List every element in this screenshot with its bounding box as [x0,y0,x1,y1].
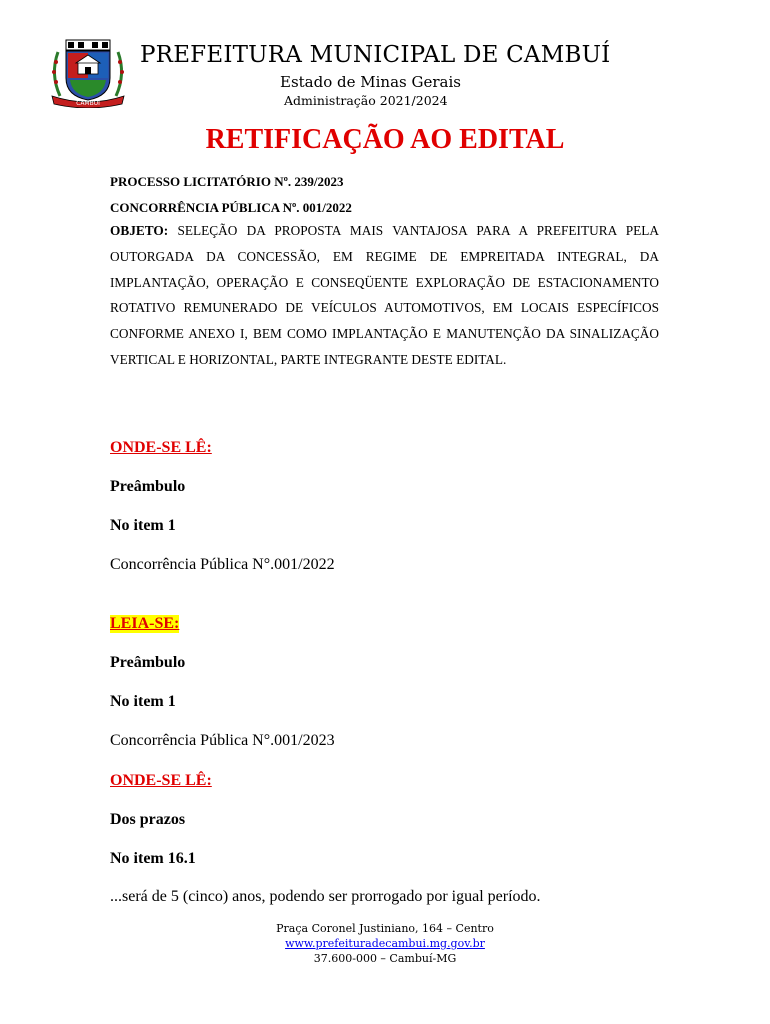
concorrencia-line: CONCORRÊNCIA PÚBLICA Nº. 001/2022 [110,200,352,215]
section-1-text: Concorrência Pública N°.001/2022 [110,556,335,573]
footer-postal: 37.600-000 – Cambuí-MG [313,952,457,965]
section-2-heading: Preâmbulo [110,654,186,671]
objeto-paragraph [110,218,659,373]
footer-website-link[interactable]: www.prefeituradecambui.mg.gov.br [285,937,485,950]
section-1-heading: Preâmbulo [110,478,186,495]
footer-address: Praça Coronel Justiniano, 164 – Centro [276,922,494,935]
footer [0,921,770,966]
state-subtitle: Estado de Minas Gerais [280,73,461,91]
section-3-heading: Dos prazos [110,811,186,828]
section-2-item: No item 1 [110,693,176,710]
document-title: RETIFICAÇÃO AO EDITAL [205,124,565,155]
crest-banner-text: CAMBUÍ [76,100,100,107]
municipality-title: PREFEITURA MUNICIPAL DE CAMBUÍ [140,42,611,68]
onde-se-le-label-1: ONDE-SE LÊ: [110,439,212,456]
administration-period: Administração 2021/2024 [284,93,448,108]
objeto-text: SELEÇÃO DA PROPOSTA MAIS VANTAJOSA PARA A PREFEITURA PELA OUTORGADA DA CONCESSÃO, EM REGIME DE EMPREITADA INTEGRAL, DA IMPLANTAÇÃO, OPERAÇÃO E CONSEQÜENTE EXPLORAÇÃO DE ESTACIONAMENTO ROTATIVO REMUNERADO DE VEÍCULOS AUTOMOTIVOS, EM LOCAIS ESPECÍFICOS CONFORME ANEXO I, BEM COMO IMPLANTAÇÃO E MANUTENÇÃO DA SINALIZAÇÃO VERTICAL E HORIZONTAL, PARTE INTEGRANTE DESTE EDITAL. [110,223,659,367]
section-3-item: No item 16.1 [110,850,196,867]
objeto-label: OBJETO: [110,223,169,238]
processo-line: PROCESSO LICITATÓRIO Nº. 239/2023 [110,174,344,189]
municipal-crest-logo [48,38,128,108]
onde-se-le-label-2: ONDE-SE LÊ: [110,772,212,789]
section-2-text: Concorrência Pública N°.001/2023 [110,732,335,749]
section-3-text: ...será de 5 (cinco) anos, podendo ser prorrogado por igual período. [110,888,541,905]
section-1-item: No item 1 [110,517,176,534]
leia-se-label: LEIA-SE: [110,615,180,632]
